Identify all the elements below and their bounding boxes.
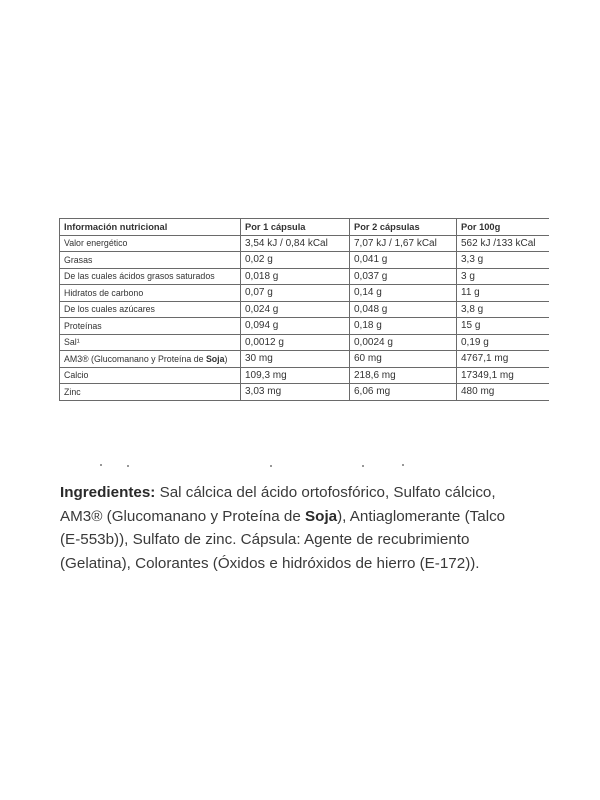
per-2-capsules-value: 0,037 g [350, 268, 457, 285]
nutrition-table [59, 218, 549, 401]
table-row [60, 252, 550, 269]
row-label-bold: Soja [205, 353, 225, 364]
row-label: Zinc [60, 384, 241, 401]
per-100g-value: 11 g [457, 285, 550, 302]
per-100g-value: 0,19 g [457, 334, 550, 351]
per-100g-value: 4767,1 mg [457, 351, 550, 368]
per-2-capsules-value: 0,14 g [350, 285, 457, 302]
per-100g-value: 17349,1 mg [457, 367, 550, 384]
cut-off-text-remnants [100, 461, 420, 469]
per-2-capsules-value: 0,048 g [350, 301, 457, 318]
table-row [60, 285, 550, 302]
per-capsule-value: 109,3 mg [241, 367, 350, 384]
per-100g-value: 15 g [457, 318, 550, 335]
row-label: Proteínas [60, 318, 241, 335]
per-100g-value: 3,3 g [457, 252, 550, 269]
per-2-capsules-value: 7,07 kJ / 1,67 kCal [350, 235, 457, 252]
table-row [60, 351, 550, 368]
per-capsule-value: 0,0012 g [241, 334, 350, 351]
ingredients-text: AM3® (Glucomanano y Proteína de [60, 507, 306, 525]
per-2-capsules-value: 0,041 g [350, 252, 457, 269]
per-capsule-value: 0,024 g [241, 301, 350, 318]
row-label: Valor energético [60, 235, 241, 252]
ingredients-heading: Ingredientes: [60, 484, 156, 501]
per-capsule-value: 30 mg [241, 351, 350, 368]
header-per-2-capsules: Por 2 cápsulas [350, 219, 457, 236]
ingredients-line: (E-553b)), Sulfato de zinc. Cápsula: Agente de recubrimiento [60, 531, 470, 548]
per-100g-value: 3 g [457, 268, 550, 285]
per-100g-value: 562 kJ /133 kCal [457, 235, 550, 252]
row-label: De los cuales azúcares [60, 301, 241, 318]
table-row [60, 268, 550, 285]
table-row [60, 301, 550, 318]
per-capsule-value: 0,07 g [241, 285, 350, 302]
speck [362, 465, 364, 467]
allergen-soja: Soja [305, 507, 338, 525]
speck [100, 464, 102, 466]
speck [270, 465, 272, 467]
header-nutrition-info: Información nutricional [60, 219, 241, 236]
per-capsule-value: 0,094 g [241, 318, 350, 335]
row-label-suffix: ) [224, 353, 228, 364]
per-2-capsules-value: 60 mg [350, 351, 457, 368]
row-label: Grasas [60, 252, 241, 269]
per-capsule-value: 0,018 g [241, 268, 350, 285]
table-row [60, 334, 550, 351]
header-per-100g: Por 100g [457, 219, 550, 236]
per-100g-value: 480 mg [457, 384, 550, 401]
row-label [60, 351, 241, 368]
header-per-capsule: Por 1 cápsula [241, 219, 350, 236]
per-capsule-value: 3,03 mg [241, 384, 350, 401]
ingredients-text: Sal cálcica del ácido ortofosfórico, Sulfato cálcico, [155, 484, 496, 501]
row-label: De las cuales ácidos grasos saturados [60, 268, 241, 285]
row-label: Hidratos de carbono [60, 285, 241, 302]
table-row [60, 367, 550, 384]
row-label: Sal¹ [60, 334, 241, 351]
per-capsule-value: 0,02 g [241, 252, 350, 269]
table-header-row [60, 219, 550, 236]
per-capsule-value: 3,54 kJ / 0,84 kCal [241, 235, 350, 252]
table-row [60, 318, 550, 335]
per-2-capsules-value: 218,6 mg [350, 367, 457, 384]
per-2-capsules-value: 6,06 mg [350, 384, 457, 401]
ingredients-paragraph [60, 481, 560, 575]
row-label: Calcio [60, 367, 241, 384]
per-2-capsules-value: 0,18 g [350, 318, 457, 335]
ingredients-line: (Gelatina), Colorantes (Óxidos e hidróxidos de hierro (E-172)). [60, 554, 480, 572]
ingredients-text: ), Antiaglomerante (Talco [337, 507, 506, 525]
table-row [60, 235, 550, 252]
table-row [60, 384, 550, 401]
per-2-capsules-value: 0,0024 g [350, 334, 457, 351]
speck [127, 465, 129, 467]
speck [402, 464, 404, 466]
row-label-text: AM3® (Glucomanano y Proteína de [64, 353, 206, 364]
ingredients-line [60, 481, 560, 505]
ingredients-line [60, 505, 560, 529]
per-100g-value: 3,8 g [457, 301, 550, 318]
